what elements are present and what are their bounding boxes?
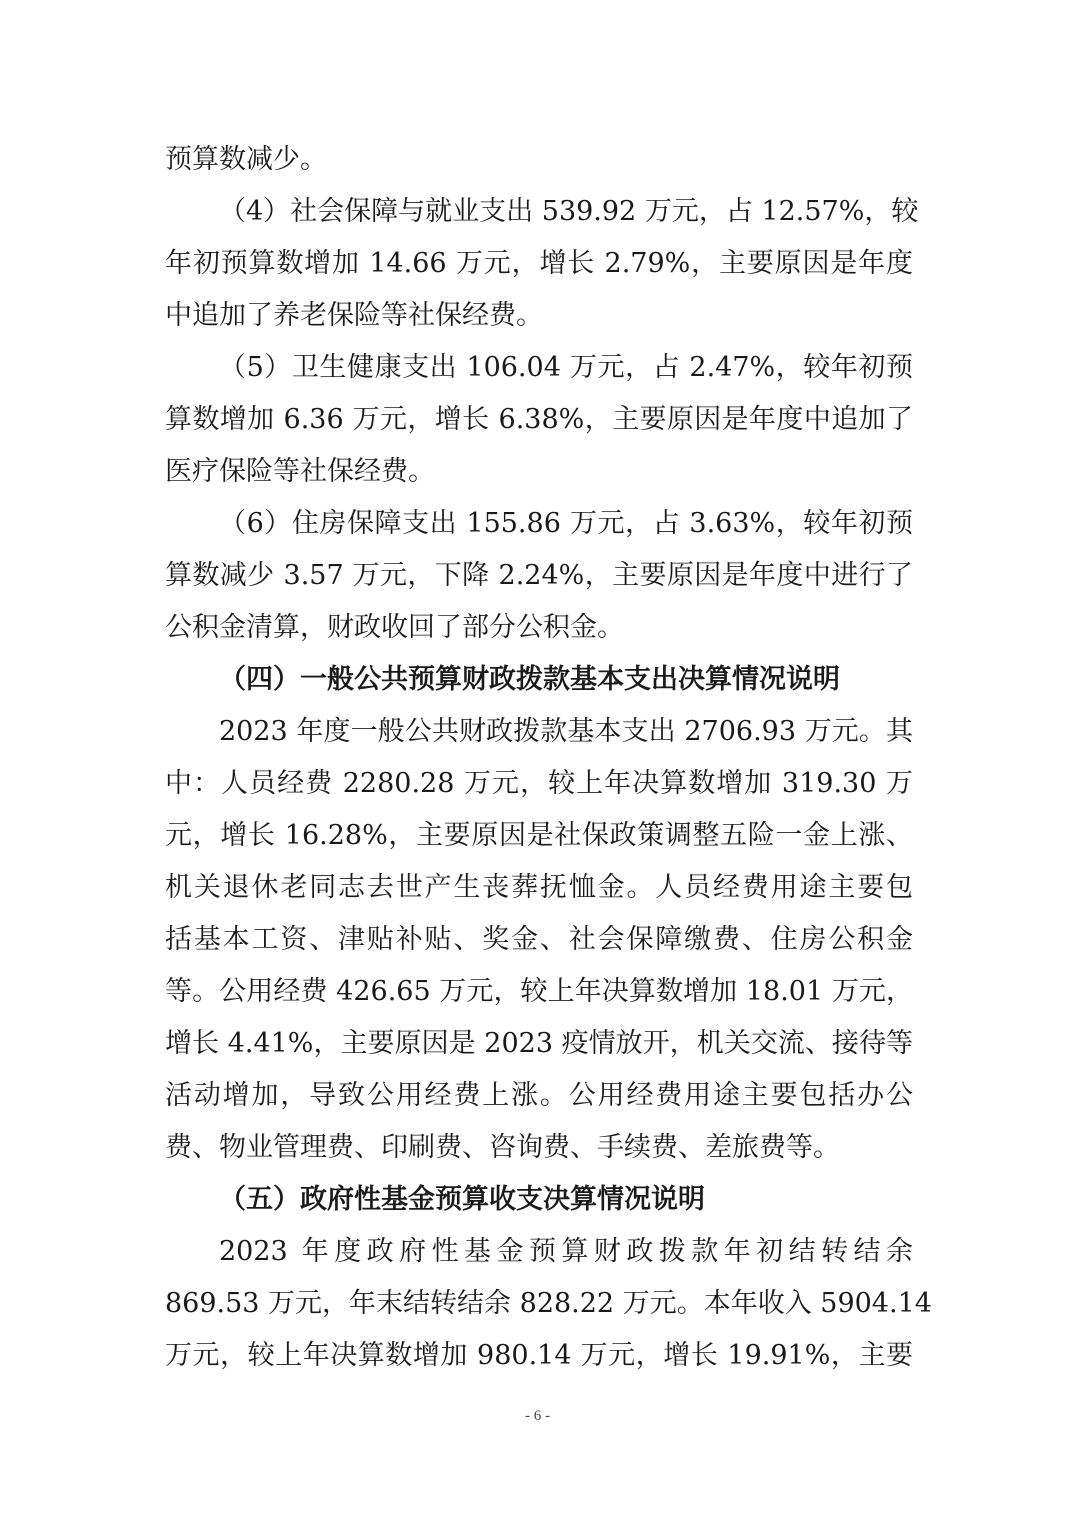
text-line: 年初预算数增加 14.66 万元，增长 2.79%，主要原因是年度 — [165, 248, 913, 279]
text-line: 中追加了养老保险等社保经费。 — [165, 300, 543, 331]
text-line: 2023 年度政府性基金预算财政拨款年初结转结余 — [219, 1236, 913, 1267]
text-line: 费、物业管理费、印刷费、咨询费、手续费、差旅费等。 — [165, 1132, 840, 1163]
text-line: 元，增长 16.28%，主要原因是社保政策调整五险一金上涨、 — [165, 820, 913, 851]
text-line: 算数增加 6.36 万元，增长 6.38%，主要原因是年度中追加了 — [165, 404, 913, 435]
section-heading: （五）政府性基金预算收支决算情况说明 — [219, 1184, 705, 1215]
text-line: 中：人员经费 2280.28 万元，较上年决算数增加 319.30 万 — [165, 768, 913, 799]
text-line: 预算数减少。 — [165, 144, 327, 175]
text-line: 括基本工资、津贴补贴、奖金、社会保障缴费、住房公积金 — [165, 924, 913, 955]
text-line: 增长 4.41%，主要原因是 2023 疫情放开，机关交流、接待等 — [165, 1028, 913, 1059]
text-line: 活动增加，导致公用经费上涨。公用经费用途主要包括办公 — [165, 1080, 913, 1111]
text-line: 万元，较上年决算数增加 980.14 万元，增长 19.91%，主要 — [165, 1340, 913, 1371]
text-line: （6）住房保障支出 155.86 万元，占 3.63%，较年初预 — [219, 508, 913, 539]
text-line: 算数减少 3.57 万元，下降 2.24%，主要原因是年度中进行了 — [165, 560, 913, 591]
text-line: （4）社会保障与就业支出 539.92 万元，占 12.57%，较 — [219, 196, 919, 227]
section-heading: （四）一般公共预算财政拨款基本支出决算情况说明 — [219, 664, 840, 695]
text-line: 公积金清算，财政收回了部分公积金。 — [165, 612, 624, 643]
text-line: 机关退休老同志去世产生丧葬抚恤金。人员经费用途主要包 — [165, 872, 913, 903]
text-line: 等。公用经费 426.65 万元，较上年决算数增加 18.01 万元， — [165, 976, 913, 1007]
text-line: 医疗保险等社保经费。 — [165, 456, 435, 487]
text-line: 869.53 万元，年末结转结余 828.22 万元。本年收入 5904.14 — [165, 1288, 932, 1319]
text-line: （5）卫生健康支出 106.04 万元，占 2.47%，较年初预 — [219, 352, 913, 383]
text-line: 2023 年度一般公共财政拨款基本支出 2706.93 万元。其 — [219, 716, 913, 747]
page-number: - 6 - — [525, 1408, 550, 1424]
